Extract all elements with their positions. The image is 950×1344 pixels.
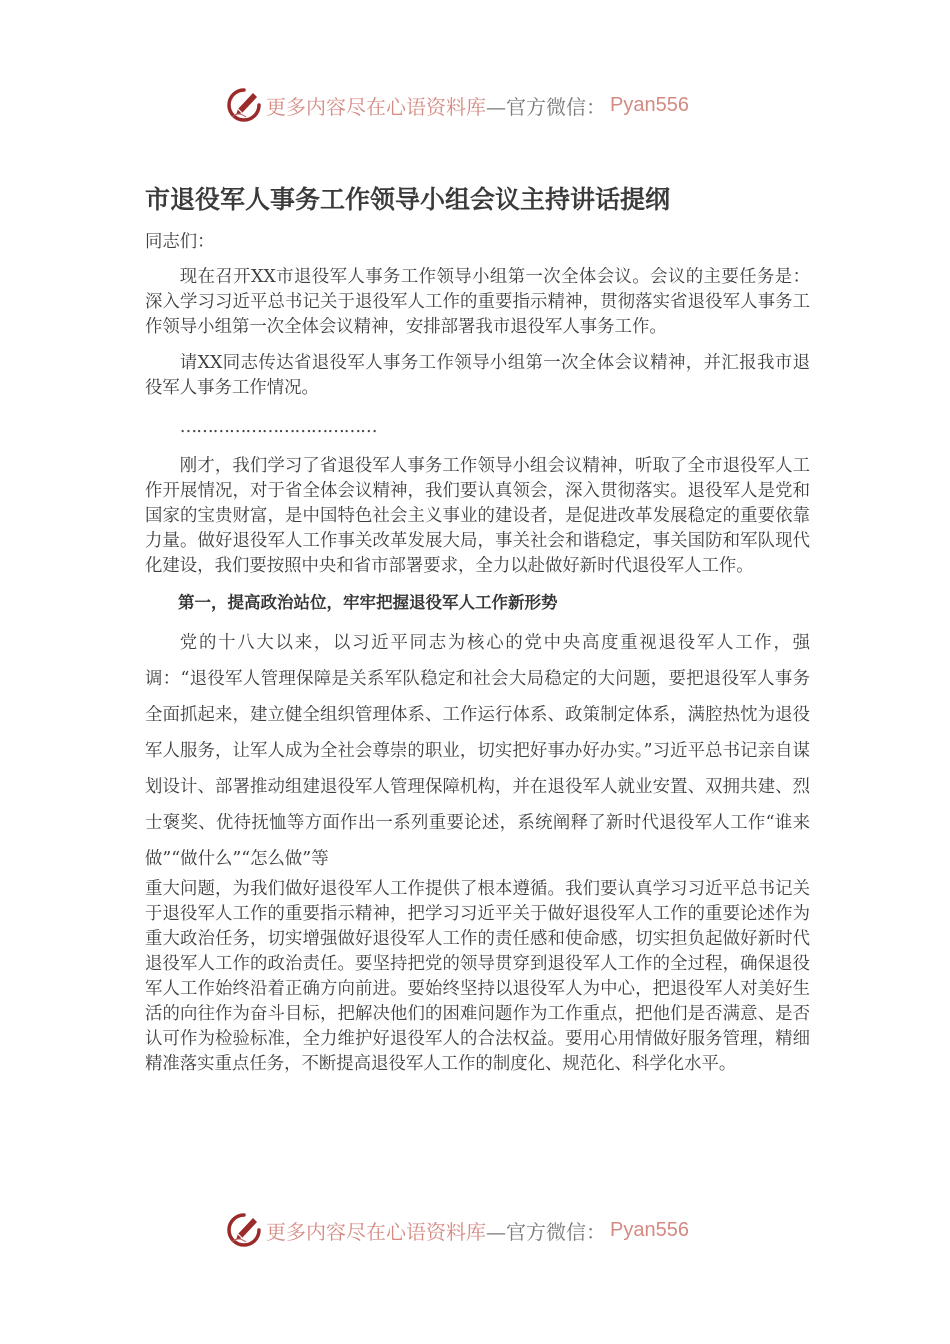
document-body [145, 230, 810, 1088]
banner-wechat-id: Pyan556 [610, 93, 689, 116]
document-title: 市退役军人事务工作领导小组会议主持讲话提纲 [145, 185, 671, 214]
paragraph: 现在召开XX市退役军人事务工作领导小组第一次全体会议。会议的主要任务是：深入学习习近平总书记关于退役军人工作的重要指示精神，贯彻落实省退役军人事务工作领导小组第一次全体会议精神，安排部署我市退役军人事务工作。 [145, 267, 810, 337]
paragraph: 重大问题，为我们做好退役军人工作提供了根本遵循。我们要认真学习习近平总书记关于退役军人工作的重要指示精神，把学习习近平关于做好退役军人工作的重要论述作为重大政治任务，切实增强做好退役军人工作的责任感和使命感，切实担负起做好新时代退役军人工作的政治责任。要坚持把党的领导贯穿到退役军人工作的全过程，确保退役军人工作始终沿着正确方向前进。要始终坚持以退役军人为中心，把退役军人对美好生活的向往作为奋斗目标，把解决他们的困难问题作为工作重点，把他们是否满意、是否认可作为检验标准，全力维护好退役军人的合法权益。要用心用情做好服务管理，精细精准落实重点任务，不断提高退役军人工作的制度化、规范化、科学化水平。 [145, 879, 810, 1074]
banner-wechat-label: —官方微信： [486, 94, 606, 119]
header-watermark-banner [226, 85, 726, 125]
quill-pen-logo-icon [226, 1212, 262, 1248]
banner-slogan: 更多内容尽在心语资料库 [266, 94, 486, 119]
paragraph: 刚才，我们学习了省退役军人事务工作领导小组会议精神，听取了全市退役军人工作开展情况，对于省全体会议精神，我们要认真领会，深入贯彻落实。退役军人是党和国家的宝贵财富，是中国特色社会主义事业的建设者，是促进改革发展稳定的重要依靠力量。做好退役军人工作事关改革发展大局，事关社会和谐稳定，事关国防和军队现代化建设，我们要按照中央和省市部署要求，全力以赴做好新时代退役军人工作。 [145, 456, 810, 576]
footer-watermark-banner [226, 1210, 726, 1250]
ellipsis-separator: ……………………………… [179, 417, 377, 437]
paragraph: 党的十八大以来，以习近平同志为核心的党中央高度重视退役军人工作，强调：“退役军人管理保障是关系军队稳定和社会大局稳定的大问题，要把退役军人事务全面抓起来，建立健全组织管理体系、工作运行体系、政策制定体系，满腔热忱为退役军人服务，让军人成为全社会尊崇的职业，切实把好事办好办实。”习近平总书记亲自谋划设计、部署推动组建退役军人管理保障机构，并在退役军人就业安置、双拥共建、烈士褒奖、优待抚恤等方面作出一系列重要论述，系统阐释了新时代退役军人工作“谁来做”“做什么”“怎么做”等 [145, 633, 810, 869]
banner-wechat-id: Pyan556 [610, 1218, 689, 1241]
section-heading: 第一，提高政治站位，牢牢把握退役军人工作新形势 [178, 593, 558, 612]
banner-slogan: 更多内容尽在心语资料库 [266, 1219, 486, 1244]
banner-wechat-label: —官方微信： [486, 1219, 606, 1244]
quill-pen-logo-icon [226, 87, 262, 123]
greeting: 同志们： [145, 232, 215, 252]
paragraph: 请XX同志传达省退役军人事务工作领导小组第一次全体会议精神，并汇报我市退役军人事务工作情况。 [145, 353, 810, 398]
